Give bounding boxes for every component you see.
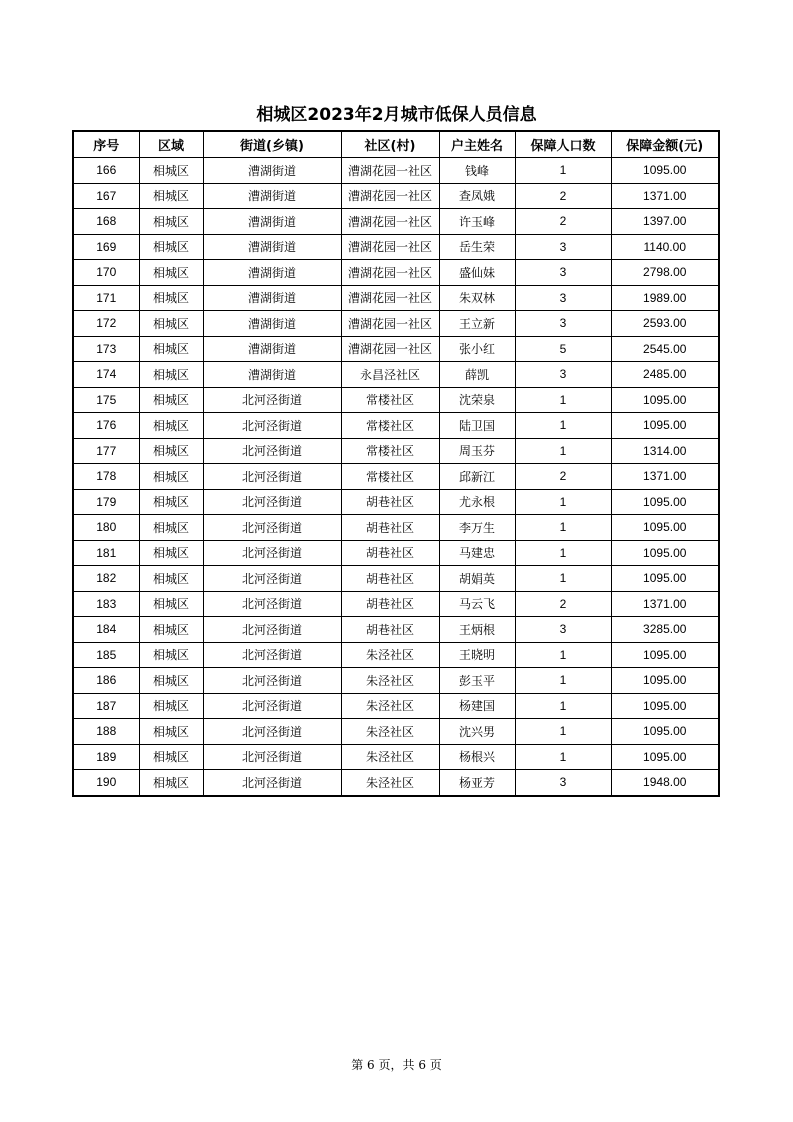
cell-street: 北河泾街道 <box>203 413 341 439</box>
cell-householder: 王晓明 <box>439 642 515 668</box>
data-table <box>72 130 720 797</box>
cell-index: 172 <box>73 311 139 337</box>
cell-street: 漕湖街道 <box>203 158 341 184</box>
cell-region: 相城区 <box>139 719 203 745</box>
cell-region: 相城区 <box>139 209 203 235</box>
cell-persons: 5 <box>515 336 611 362</box>
column-header-region: 区域 <box>139 131 203 158</box>
table-header-row <box>73 131 719 158</box>
cell-amount: 1095.00 <box>611 642 719 668</box>
cell-amount: 1095.00 <box>611 413 719 439</box>
cell-householder: 杨根兴 <box>439 744 515 770</box>
cell-householder: 邱新江 <box>439 464 515 490</box>
cell-index: 182 <box>73 566 139 592</box>
cell-persons: 1 <box>515 566 611 592</box>
cell-street: 北河泾街道 <box>203 642 341 668</box>
cell-amount: 1371.00 <box>611 464 719 490</box>
cell-householder: 沈荣泉 <box>439 387 515 413</box>
cell-community: 胡巷社区 <box>341 540 439 566</box>
cell-index: 171 <box>73 285 139 311</box>
cell-street: 北河泾街道 <box>203 438 341 464</box>
table-row <box>73 770 719 796</box>
cell-amount: 2798.00 <box>611 260 719 286</box>
cell-amount: 1095.00 <box>611 744 719 770</box>
column-header-persons: 保障人口数 <box>515 131 611 158</box>
cell-community: 朱泾社区 <box>341 668 439 694</box>
cell-community: 漕湖花园一社区 <box>341 260 439 286</box>
cell-index: 176 <box>73 413 139 439</box>
table-row <box>73 362 719 388</box>
cell-region: 相城区 <box>139 362 203 388</box>
cell-community: 朱泾社区 <box>341 642 439 668</box>
cell-amount: 1371.00 <box>611 183 719 209</box>
cell-community: 漕湖花园一社区 <box>341 336 439 362</box>
cell-amount: 1095.00 <box>611 515 719 541</box>
cell-street: 漕湖街道 <box>203 209 341 235</box>
cell-index: 190 <box>73 770 139 796</box>
cell-index: 177 <box>73 438 139 464</box>
cell-householder: 马建忠 <box>439 540 515 566</box>
cell-street: 北河泾街道 <box>203 566 341 592</box>
cell-persons: 1 <box>515 515 611 541</box>
cell-street: 北河泾街道 <box>203 693 341 719</box>
table-row <box>73 744 719 770</box>
cell-persons: 2 <box>515 209 611 235</box>
cell-persons: 1 <box>515 642 611 668</box>
cell-region: 相城区 <box>139 489 203 515</box>
cell-street: 北河泾街道 <box>203 617 341 643</box>
cell-index: 189 <box>73 744 139 770</box>
cell-region: 相城区 <box>139 183 203 209</box>
cell-region: 相城区 <box>139 413 203 439</box>
cell-persons: 3 <box>515 285 611 311</box>
cell-community: 常楼社区 <box>341 387 439 413</box>
cell-community: 常楼社区 <box>341 438 439 464</box>
cell-community: 胡巷社区 <box>341 489 439 515</box>
cell-persons: 1 <box>515 158 611 184</box>
cell-amount: 2485.00 <box>611 362 719 388</box>
cell-amount: 1095.00 <box>611 540 719 566</box>
cell-index: 174 <box>73 362 139 388</box>
cell-index: 167 <box>73 183 139 209</box>
cell-index: 169 <box>73 234 139 260</box>
table-row <box>73 617 719 643</box>
cell-index: 179 <box>73 489 139 515</box>
cell-householder: 李万生 <box>439 515 515 541</box>
cell-persons: 2 <box>515 464 611 490</box>
cell-community: 漕湖花园一社区 <box>341 285 439 311</box>
cell-street: 北河泾街道 <box>203 489 341 515</box>
cell-region: 相城区 <box>139 668 203 694</box>
table-row <box>73 234 719 260</box>
cell-persons: 1 <box>515 744 611 770</box>
cell-index: 183 <box>73 591 139 617</box>
cell-street: 漕湖街道 <box>203 234 341 260</box>
cell-persons: 1 <box>515 693 611 719</box>
cell-region: 相城区 <box>139 591 203 617</box>
column-header-amount: 保障金额(元) <box>611 131 719 158</box>
cell-householder: 彭玉平 <box>439 668 515 694</box>
cell-community: 漕湖花园一社区 <box>341 209 439 235</box>
cell-street: 漕湖街道 <box>203 285 341 311</box>
cell-index: 184 <box>73 617 139 643</box>
cell-amount: 3285.00 <box>611 617 719 643</box>
cell-community: 胡巷社区 <box>341 515 439 541</box>
cell-householder: 朱双林 <box>439 285 515 311</box>
page-title: 相城区2023年2月城市低保人员信息 <box>256 105 537 125</box>
cell-householder: 杨建国 <box>439 693 515 719</box>
cell-householder: 许玉峰 <box>439 209 515 235</box>
table-row <box>73 311 719 337</box>
table-row <box>73 209 719 235</box>
cell-region: 相城区 <box>139 234 203 260</box>
cell-householder: 马云飞 <box>439 591 515 617</box>
table-row <box>73 540 719 566</box>
cell-householder: 周玉芬 <box>439 438 515 464</box>
column-header-street: 街道(乡镇) <box>203 131 341 158</box>
cell-community: 常楼社区 <box>341 464 439 490</box>
cell-persons: 1 <box>515 668 611 694</box>
cell-region: 相城区 <box>139 617 203 643</box>
cell-street: 北河泾街道 <box>203 515 341 541</box>
cell-index: 180 <box>73 515 139 541</box>
table-row <box>73 183 719 209</box>
cell-index: 170 <box>73 260 139 286</box>
cell-householder: 杨亚芳 <box>439 770 515 796</box>
cell-index: 181 <box>73 540 139 566</box>
column-header-householder: 户主姓名 <box>439 131 515 158</box>
table-row <box>73 668 719 694</box>
cell-persons: 3 <box>515 770 611 796</box>
cell-persons: 1 <box>515 413 611 439</box>
cell-street: 北河泾街道 <box>203 591 341 617</box>
cell-amount: 1095.00 <box>611 566 719 592</box>
table-row <box>73 158 719 184</box>
cell-persons: 3 <box>515 362 611 388</box>
cell-amount: 1371.00 <box>611 591 719 617</box>
cell-street: 北河泾街道 <box>203 387 341 413</box>
cell-community: 朱泾社区 <box>341 693 439 719</box>
cell-community: 漕湖花园一社区 <box>341 311 439 337</box>
cell-community: 永昌泾社区 <box>341 362 439 388</box>
cell-street: 漕湖街道 <box>203 260 341 286</box>
cell-persons: 1 <box>515 719 611 745</box>
cell-region: 相城区 <box>139 642 203 668</box>
cell-community: 漕湖花园一社区 <box>341 158 439 184</box>
cell-community: 胡巷社区 <box>341 591 439 617</box>
cell-householder: 王立新 <box>439 311 515 337</box>
cell-amount: 1095.00 <box>611 158 719 184</box>
cell-street: 漕湖街道 <box>203 362 341 388</box>
cell-community: 朱泾社区 <box>341 744 439 770</box>
cell-index: 173 <box>73 336 139 362</box>
cell-street: 北河泾街道 <box>203 744 341 770</box>
table-row <box>73 642 719 668</box>
column-header-community: 社区(村) <box>341 131 439 158</box>
cell-community: 朱泾社区 <box>341 770 439 796</box>
cell-persons: 3 <box>515 234 611 260</box>
cell-amount: 1397.00 <box>611 209 719 235</box>
cell-region: 相城区 <box>139 566 203 592</box>
table-row <box>73 693 719 719</box>
table-row <box>73 515 719 541</box>
cell-index: 185 <box>73 642 139 668</box>
cell-amount: 2593.00 <box>611 311 719 337</box>
cell-street: 北河泾街道 <box>203 668 341 694</box>
cell-persons: 1 <box>515 387 611 413</box>
cell-street: 北河泾街道 <box>203 464 341 490</box>
cell-region: 相城区 <box>139 693 203 719</box>
table-row <box>73 464 719 490</box>
table-row <box>73 566 719 592</box>
cell-householder: 尤永根 <box>439 489 515 515</box>
cell-householder: 盛仙妹 <box>439 260 515 286</box>
cell-amount: 1989.00 <box>611 285 719 311</box>
cell-community: 胡巷社区 <box>341 617 439 643</box>
cell-amount: 1095.00 <box>611 693 719 719</box>
cell-householder: 张小红 <box>439 336 515 362</box>
table-row <box>73 413 719 439</box>
cell-amount: 1095.00 <box>611 719 719 745</box>
cell-householder: 薛凯 <box>439 362 515 388</box>
cell-index: 175 <box>73 387 139 413</box>
cell-persons: 1 <box>515 489 611 515</box>
cell-street: 漕湖街道 <box>203 183 341 209</box>
cell-persons: 2 <box>515 183 611 209</box>
cell-persons: 3 <box>515 617 611 643</box>
cell-street: 漕湖街道 <box>203 336 341 362</box>
cell-persons: 1 <box>515 540 611 566</box>
table-body <box>73 158 719 796</box>
cell-region: 相城区 <box>139 515 203 541</box>
cell-householder: 钱峰 <box>439 158 515 184</box>
cell-region: 相城区 <box>139 438 203 464</box>
page-footer: 第 6 页，共 6 页 <box>351 1058 442 1072</box>
cell-index: 178 <box>73 464 139 490</box>
cell-amount: 1140.00 <box>611 234 719 260</box>
column-header-index: 序号 <box>73 131 139 158</box>
cell-persons: 1 <box>515 438 611 464</box>
table-row <box>73 260 719 286</box>
cell-amount: 1095.00 <box>611 489 719 515</box>
cell-region: 相城区 <box>139 260 203 286</box>
cell-index: 188 <box>73 719 139 745</box>
cell-persons: 3 <box>515 311 611 337</box>
cell-region: 相城区 <box>139 311 203 337</box>
cell-street: 北河泾街道 <box>203 540 341 566</box>
cell-amount: 1095.00 <box>611 668 719 694</box>
cell-householder: 岳生荣 <box>439 234 515 260</box>
cell-community: 朱泾社区 <box>341 719 439 745</box>
cell-region: 相城区 <box>139 540 203 566</box>
table-row <box>73 336 719 362</box>
cell-index: 186 <box>73 668 139 694</box>
cell-community: 漕湖花园一社区 <box>341 234 439 260</box>
cell-persons: 3 <box>515 260 611 286</box>
cell-community: 常楼社区 <box>341 413 439 439</box>
cell-region: 相城区 <box>139 336 203 362</box>
cell-region: 相城区 <box>139 744 203 770</box>
cell-region: 相城区 <box>139 158 203 184</box>
cell-region: 相城区 <box>139 464 203 490</box>
cell-amount: 2545.00 <box>611 336 719 362</box>
cell-index: 166 <box>73 158 139 184</box>
cell-householder: 沈兴男 <box>439 719 515 745</box>
cell-householder: 王炳根 <box>439 617 515 643</box>
cell-community: 漕湖花园一社区 <box>341 183 439 209</box>
table-row <box>73 387 719 413</box>
cell-street: 漕湖街道 <box>203 311 341 337</box>
cell-region: 相城区 <box>139 285 203 311</box>
cell-householder: 胡娟英 <box>439 566 515 592</box>
cell-persons: 2 <box>515 591 611 617</box>
table-row <box>73 489 719 515</box>
cell-street: 北河泾街道 <box>203 719 341 745</box>
table-row <box>73 719 719 745</box>
table-row <box>73 591 719 617</box>
cell-index: 168 <box>73 209 139 235</box>
cell-index: 187 <box>73 693 139 719</box>
table-row <box>73 438 719 464</box>
cell-amount: 1314.00 <box>611 438 719 464</box>
cell-community: 胡巷社区 <box>341 566 439 592</box>
table-row <box>73 285 719 311</box>
cell-region: 相城区 <box>139 387 203 413</box>
cell-householder: 陆卫国 <box>439 413 515 439</box>
cell-region: 相城区 <box>139 770 203 796</box>
cell-street: 北河泾街道 <box>203 770 341 796</box>
cell-amount: 1095.00 <box>611 387 719 413</box>
cell-householder: 查凤娥 <box>439 183 515 209</box>
cell-amount: 1948.00 <box>611 770 719 796</box>
